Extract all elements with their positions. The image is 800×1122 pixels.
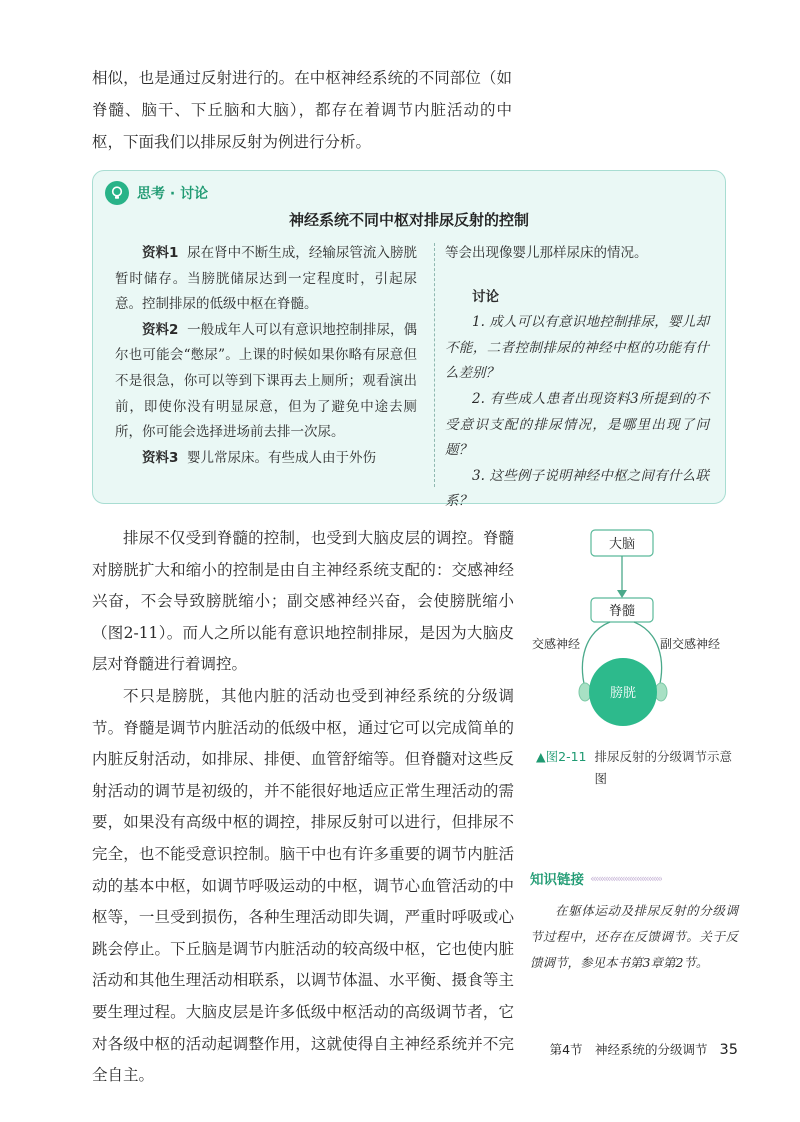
question-2: 2. 有些成人患者出现资料3所提到的不受意识支配的排尿情况，是哪里出现了问题？ bbox=[445, 390, 709, 459]
spinal-label: 脊髓 bbox=[608, 604, 636, 619]
material-3 bbox=[115, 446, 417, 472]
footer-section-title: 第4节 神经系统的分级调节 bbox=[549, 1042, 708, 1057]
caption-text: 排尿反射的分级调节示意图 bbox=[594, 749, 732, 786]
lightbulb-icon bbox=[105, 181, 129, 205]
knowledge-link-title: 知识链接 bbox=[530, 872, 584, 888]
question-1: 1. 成人可以有意识地控制排尿，婴儿却不能，二者控制排尿的神经中枢的功能有什么差别？ bbox=[445, 314, 709, 382]
caption-label: ▲图2-11 bbox=[536, 749, 587, 764]
intro-paragraph: 相似，也是通过反射进行的。在中枢神经系统的不同部位（如脊髓、脑干、下丘脑和大脑），都存在着调节内脏活动的中枢，下面我们以排尿反射为例进行分析。 bbox=[92, 69, 512, 151]
page-number: 35 bbox=[719, 1042, 738, 1058]
question-3: 3. 这些例子说明神经中枢之间有什么联系？ bbox=[445, 467, 709, 510]
material-text: 一般成年人可以有意识地控制排尿，偶尔也可能会“憋尿”。上课的时候如果你略有尿意但不是很急，你可以等到下课再去上厕所；观看演出前，即使你没有明显尿意，但为了避免中途去厕所，你可能会选择进场前去排一次尿。 bbox=[115, 321, 417, 441]
figure-caption bbox=[536, 746, 740, 790]
material-3-continuation: 等会出现像婴儿那样尿床的情况。 bbox=[445, 245, 648, 261]
arrow-head bbox=[617, 590, 627, 598]
questions-column bbox=[445, 241, 709, 515]
discussion-tag bbox=[105, 181, 208, 205]
page-footer bbox=[549, 1040, 738, 1058]
knowledge-link-header bbox=[530, 868, 738, 888]
sympathetic-label: 交感神经 bbox=[531, 637, 581, 651]
column-divider bbox=[434, 243, 435, 487]
material-label: 资料1 bbox=[142, 245, 179, 261]
discussion-box bbox=[92, 170, 726, 510]
material-text: 尿在肾中不断生成，经输尿管流入膀胱暂时储存。当膀胱储尿达到一定程度时，引起尿意。控制排尿的低级中枢在脊髓。 bbox=[115, 245, 417, 313]
brain-label: 大脑 bbox=[608, 537, 636, 552]
main-text bbox=[92, 523, 514, 1092]
knowledge-link bbox=[530, 868, 738, 976]
knowledge-link-text: 在躯体运动及排尿反射的分级调节过程中，还存在反馈调节。关于反馈调节，参见本书第3章第2节。 bbox=[530, 903, 738, 970]
material-label: 资料3 bbox=[142, 449, 179, 466]
material-label: 资料2 bbox=[142, 321, 179, 338]
chevrons-decoration-icon: ‹‹‹‹‹‹‹‹‹‹‹‹‹‹‹‹‹‹‹‹‹‹‹‹‹‹‹‹‹‹ bbox=[590, 871, 662, 885]
materials-column bbox=[115, 241, 417, 471]
figure-2-11 bbox=[530, 520, 740, 800]
parasympathetic-label: 副交感神经 bbox=[659, 637, 721, 651]
discussion-title: 神经系统不同中枢对排尿反射的控制 bbox=[288, 211, 529, 229]
body-paragraph-1: 排尿不仅受到脊髓的控制，也受到大脑皮层的调控。脊髓对膀胱扩大和缩小的控制是由自主神经系统支配的：交感神经兴奋，不会导致膀胱缩小；副交感神经兴奋，会使膀胱缩小（图2-11）。而人之所以能有意识地控制排尿，是因为大脑皮层对脊髓进行着调控。 bbox=[92, 529, 514, 674]
material-2 bbox=[115, 318, 417, 446]
questions-heading: 讨论 bbox=[472, 288, 499, 305]
discussion-tag-label: 思考 · 讨论 bbox=[137, 186, 209, 202]
material-1 bbox=[115, 241, 417, 318]
reflex-diagram bbox=[530, 520, 740, 746]
body-paragraph-2: 不只是膀胱，其他内脏的活动也受到神经系统的分级调节。脊髓是调节内脏活动的低级中枢，通过它可以完成简单的内脏反射活动，如排尿、排便、血管舒缩等。但脊髓对这些反射活动的调节是初级的，并不能很好地适应正常生理活动的需要，如果没有高级中枢的调控，排尿反射可以进行，但排尿不完全，也不能受意识控制。脑干中也有许多重要的调节内脏活动的基本中枢，如调节呼吸运动的中枢，调节心血管活动的中枢等，一旦受到损伤，各种生理活动即失调，严重时呼吸或心跳会停止。下丘脑是调节内脏活动的较高级中枢，它也使内脏活动和其他生理活动相联系，以调节体温、水平衡、摄食等主要生理过程。大脑皮层是许多低级中枢活动的高级调节者，它对各级中枢的活动起调整作用，这就使得自主神经系统并不完全自主。 bbox=[92, 686, 514, 1085]
material-text: 婴儿常尿床。有些成人由于外伤 bbox=[187, 449, 376, 466]
bladder-label: 膀胱 bbox=[609, 686, 637, 701]
